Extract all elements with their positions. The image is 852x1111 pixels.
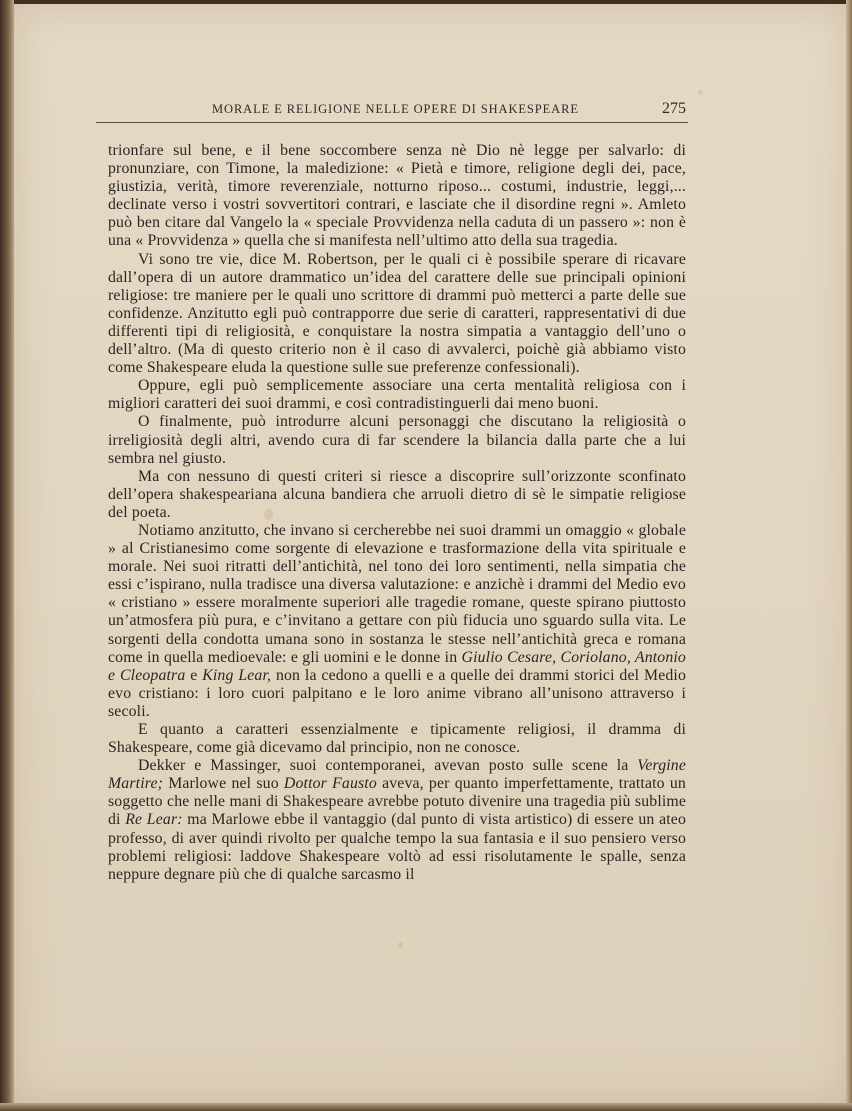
page-number: 275 xyxy=(662,100,686,117)
paragraph xyxy=(108,522,686,721)
text-run: Notiamo anzitutto, che invano si cercherebbe nei suoi drammi un omaggio « globale » al Cristianesimo come sorgente di elevazione e trasformazione della vita spirituale e morale. Nei suoi ritratti dell’antichità, nel tono dei loro sentimenti, nella simpatia che essi c’ispirano, nulla tradisce una diversa valutazione: e anzichè i drammi del Medio evo « cristiano » essere moralmente superiori alle tragedie romane, queste spirano piuttosto un’atmosfera più pura, e c’invitano a gettare con più fiducia uno sguardo sulla vita. Le sorgenti della condotta umana sono in sostanza le stesse nell’antichità greca e romana come in quella medioevale: e gli uomini e le donne in xyxy=(108,521,686,666)
italic-title: Re Lear: xyxy=(125,811,183,829)
text-run: Dekker e Massinger, suoi contemporanei, avevan posto sulle scene la xyxy=(138,757,638,775)
text-run: non la cedono a quelli e a quelle dei drammi storici del Medio evo cristiano: i loro cuori palpitano e le loro anime vibrano all’unisono attraverso i secoli. xyxy=(108,666,686,720)
text-run: trionfare sul bene, e il bene soccombere senza nè Dio nè legge per salvarlo: di pronunziare, con Timone, la maledizione: « Pietà e timore, religione degli dei, pace, giustizia, verità, timore reverenziale, notturno riposo... costumi, industrie, leggi,... declinate verso i vostri sovvertitori contrari, e lasciate che il disordine regni ». Amleto può ben citare dal Vangelo la « speciale Provvidenza nella caduta di un passero »: non è una « Provvidenza » quella che si manifesta nell’ultimo atto della sua tragedia. xyxy=(108,142,686,250)
text-run: Marlowe nel suo xyxy=(163,775,284,793)
page-right-edge xyxy=(846,0,852,1111)
paragraph xyxy=(108,251,686,378)
italic-title: King Lear, xyxy=(202,666,272,684)
paragraph xyxy=(108,468,686,522)
paragraph xyxy=(108,142,686,251)
page-bottom-edge xyxy=(0,1103,852,1111)
running-header xyxy=(96,100,688,123)
paragraph xyxy=(108,757,686,884)
book-gutter-edge xyxy=(0,0,14,1111)
paragraph xyxy=(108,413,686,467)
text-run: Ma con nessuno di questi criteri si riesce a discoprire sull’orizzonte sconfinato dell’opera shakespeariana alcuna bandiera che arruoli dietro di sè le simpatie religiose del poeta. xyxy=(108,467,686,521)
text-run: Vi sono tre vie, dice M. Robertson, per le quali ci è possibile sperare di ricavare dall’opera di un autore drammatico un’idea del carattere delle sue principali opinioni religiose: tre maniere per le quali uno scrittore di drammi può metterci a parte delle sue confidenze. Anzitutto egli può contrapporre due serie di caratteri, rappresentativi di due differenti tipi di religiosità, e conquistare la nostra simpatia a vantaggio dell’uno o dell’altro. (Ma di questo criterio non è il caso di avvalerci, poichè già abbiamo visto come Shakespeare eluda la questione sulle sue preferenze confessionali). xyxy=(108,250,686,377)
italic-title: Vergine Martire; xyxy=(108,757,686,793)
foxing-spot xyxy=(698,90,703,95)
paragraph xyxy=(108,721,686,757)
text-run: Oppure, egli può semplicemente associare una certa mentalità religiosa con i migliori caratteri dei suoi drammi, e così contradistinguerli dai meno buoni. xyxy=(108,377,686,413)
text-run: aveva, per quanto imperfettamente, trattato un soggetto che nelle mani di Shakespeare avrebbe potuto divenire una tragedia più sublime di xyxy=(108,775,686,829)
paragraph xyxy=(108,377,686,413)
body-text xyxy=(108,142,686,884)
text-run: O finalmente, può introdurre alcuni personaggi che discutano la religiosità o irreligiosità degli altri, avendo cura di far scendere la bilancia dalla parte che a lui sembra nel giusto. xyxy=(108,413,686,467)
text-run: E quanto a caratteri essenzialmente e tipicamente religiosi, il dramma di Shakespeare, come già dicevamo dal principio, non ne conosce. xyxy=(108,721,686,757)
italic-title: Giulio Cesare, Coriolano, Antonio e Cleopatra xyxy=(108,648,686,684)
foxing-spot xyxy=(398,942,403,948)
text-run: e xyxy=(185,666,203,684)
text-run: ma Marlowe ebbe il vantaggio (dal punto di vista artistico) di essere un ateo professo, di aver quindi rivolto per qualche tempo la sua fantasia e il suo pensiero verso problemi religiosi: laddove Shakespeare voltò ad essi risolutamente le spalle, senza neppure degnare più che di qualche sarcasmo il xyxy=(108,811,687,883)
running-title: MORALE E RELIGIONE NELLE OPERE DI SHAKESPEARE xyxy=(212,102,579,116)
italic-title: Dottor Fausto xyxy=(283,775,377,793)
